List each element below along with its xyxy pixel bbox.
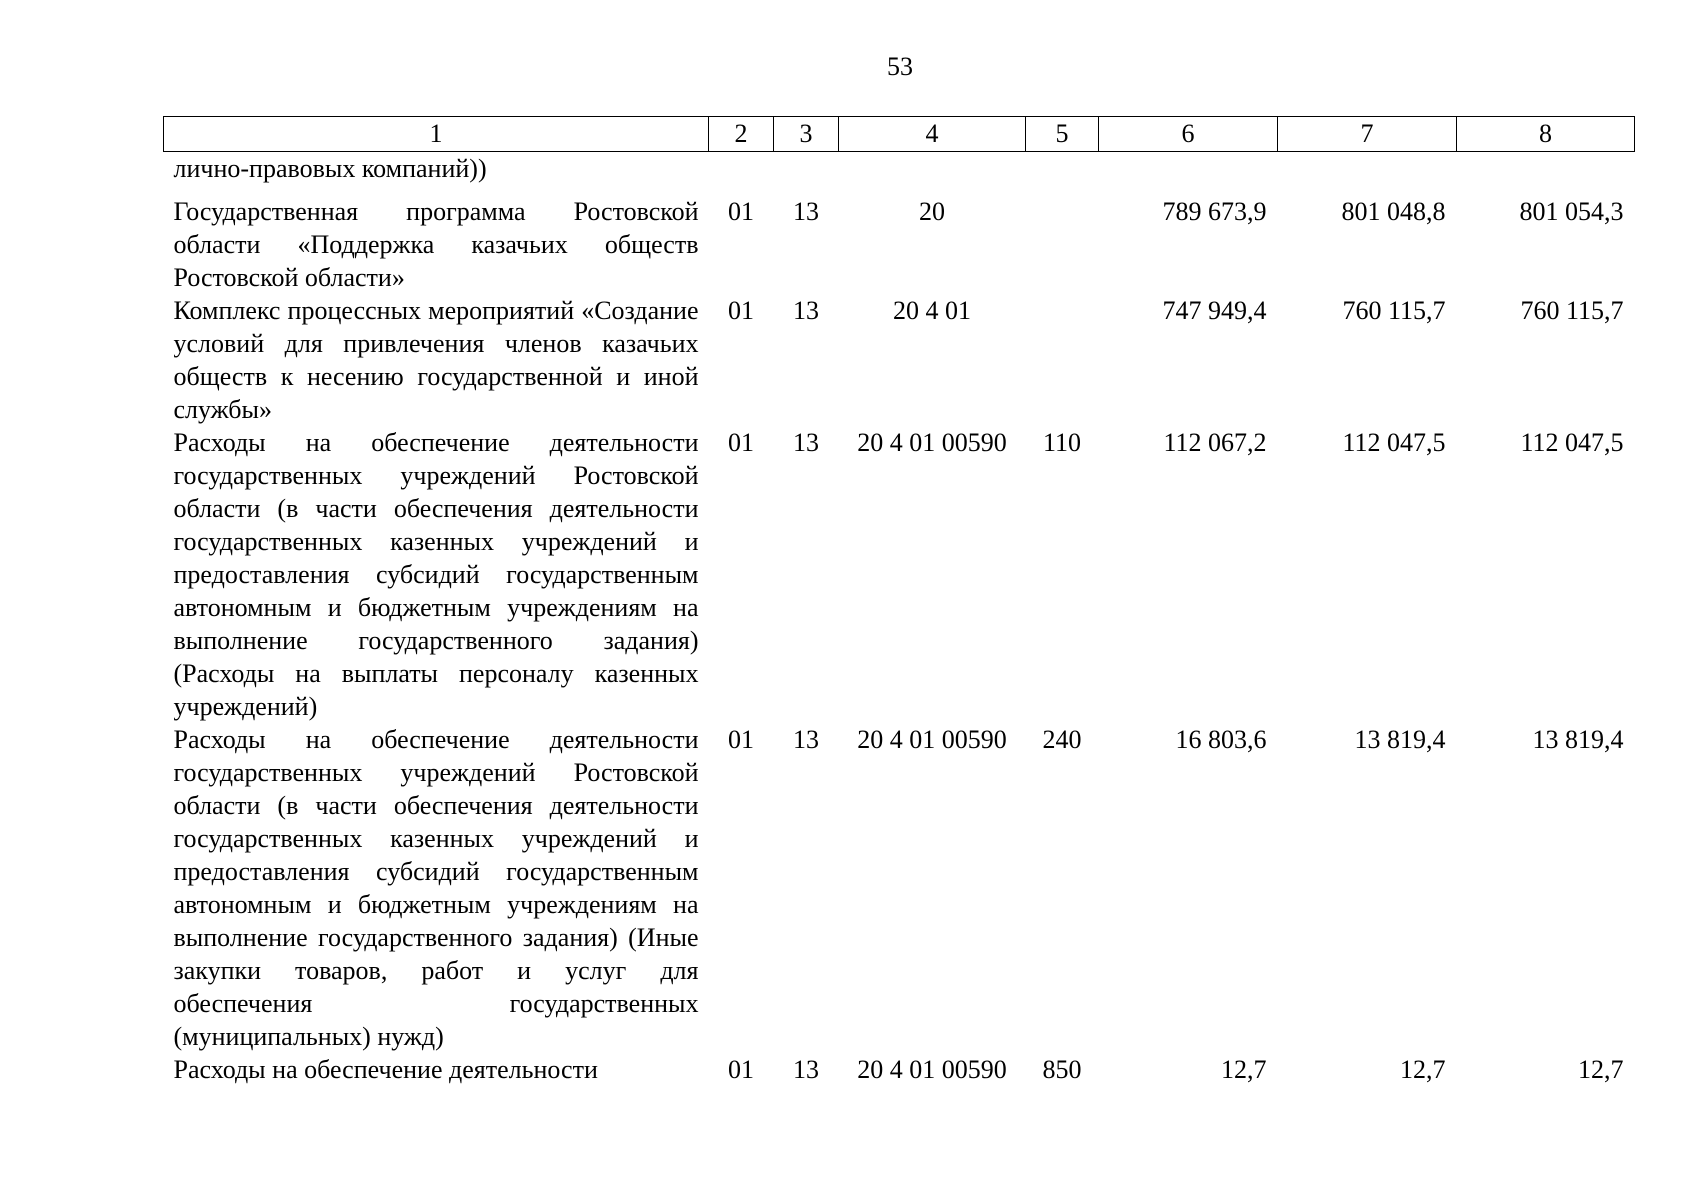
column-header: 5 [1026, 117, 1099, 152]
table-row [164, 294, 1635, 426]
subsection-cell: 13 [793, 428, 819, 457]
row-name-cell: Расходы на обеспечение деятельности государственных учреждений Ростовской области (в части обеспечения деятельности государственных казенных учреждений и предоставления субсидий государственным автономным и бюджетным учреждениям на выполнение государственного задания) (Иные закупки товаров, работ и услуг для обеспечения государственных (муниципальных) нужд) [173, 725, 699, 1051]
table-row [164, 426, 1635, 723]
type-cell [1026, 294, 1099, 426]
target-cell: 20 4 01 00590 [857, 725, 1007, 754]
value-2025-cell: 801 048,8 [1341, 197, 1446, 226]
value-2025-cell: 760 115,7 [1342, 296, 1446, 325]
table-row [164, 195, 1635, 294]
table-row [164, 152, 1635, 196]
type-cell [1026, 152, 1099, 196]
budget-table [163, 116, 1635, 1086]
column-header: 3 [774, 117, 839, 152]
table-row [164, 723, 1635, 1053]
section-cell: 01 [728, 725, 754, 754]
value-2024-cell: 789 673,9 [1162, 197, 1267, 226]
table-row [164, 1053, 1635, 1086]
subsection-cell: 13 [793, 197, 819, 226]
subsection-cell [774, 152, 839, 196]
subsection-cell: 13 [793, 296, 819, 325]
row-name-cell: Расходы на обеспечение деятельности государственных учреждений Ростовской области (в части обеспечения деятельности государственных казенных учреждений и предоставления субсидий государственным автономным и бюджетным учреждениям на выполнение государственного задания) (Расходы на выплаты персоналу казенных учреждений) [173, 428, 699, 721]
row-name-cell: Расходы на обеспечение деятельности [173, 1055, 598, 1084]
row-name-cell: лично-правовых компаний)) [173, 154, 487, 183]
section-cell: 01 [728, 428, 754, 457]
section-cell: 01 [728, 197, 754, 226]
page-number: 53 [887, 52, 913, 81]
column-header: 1 [164, 117, 709, 152]
target-cell: 20 [919, 197, 945, 226]
type-cell: 110 [1042, 428, 1082, 457]
value-2025-cell: 13 819,4 [1354, 725, 1446, 754]
value-2026-cell: 801 054,3 [1519, 197, 1624, 226]
column-header: 4 [839, 117, 1026, 152]
table-header-row [164, 117, 1635, 152]
value-2024-cell: 112 067,2 [1163, 428, 1267, 457]
section-cell: 01 [728, 296, 754, 325]
row-name-cell: Комплекс процессных мероприятий «Создание условий для привлечения членов казачьих обществ к несению государственной и иной службы» [173, 296, 699, 424]
column-header: 6 [1099, 117, 1278, 152]
value-2026-cell [1457, 152, 1635, 196]
type-cell [1026, 195, 1099, 294]
row-name-cell: Государственная программа Ростовской области «Поддержка казачьих обществ Ростовской области» [173, 197, 699, 292]
column-header: 7 [1278, 117, 1457, 152]
value-2024-cell: 16 803,6 [1175, 725, 1267, 754]
value-2026-cell: 112 047,5 [1520, 428, 1624, 457]
value-2024-cell [1099, 152, 1278, 196]
value-2026-cell: 13 819,4 [1532, 725, 1624, 754]
value-2024-cell: 12,7 [1221, 1055, 1267, 1084]
value-2024-cell: 747 949,4 [1162, 296, 1267, 325]
target-cell: 20 4 01 00590 [857, 428, 1007, 457]
value-2026-cell: 760 115,7 [1520, 296, 1624, 325]
section-cell: 01 [728, 1055, 754, 1084]
target-cell [839, 152, 1026, 196]
value-2026-cell: 12,7 [1578, 1055, 1624, 1084]
subsection-cell: 13 [793, 1055, 819, 1084]
value-2025-cell: 12,7 [1400, 1055, 1446, 1084]
type-cell: 850 [1042, 1055, 1082, 1084]
subsection-cell: 13 [793, 725, 819, 754]
type-cell: 240 [1042, 725, 1082, 754]
column-header: 8 [1457, 117, 1635, 152]
value-2025-cell [1278, 152, 1457, 196]
column-header: 2 [709, 117, 774, 152]
target-cell: 20 4 01 00590 [857, 1055, 1007, 1084]
section-cell [709, 152, 774, 196]
target-cell: 20 4 01 [893, 296, 971, 325]
value-2025-cell: 112 047,5 [1342, 428, 1446, 457]
